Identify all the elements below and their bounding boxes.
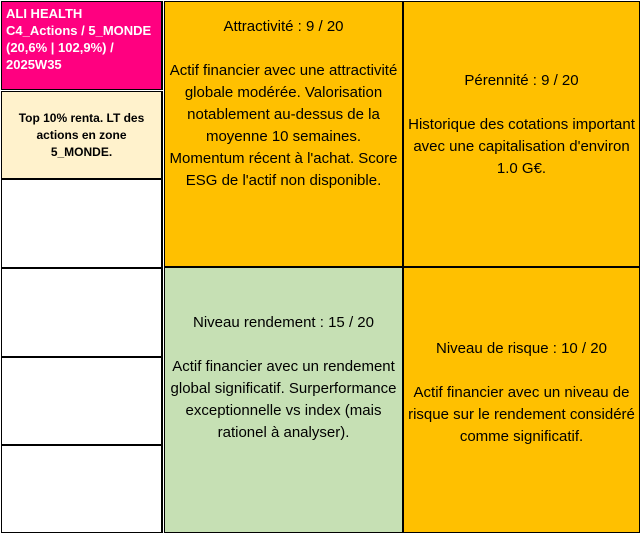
empty-cell bbox=[1, 357, 163, 445]
risque-title: Niveau de risque : 10 / 20 bbox=[436, 340, 607, 357]
risque-description: Actif financier avec un niveau de risque sur le rendement considéré comme significatif. bbox=[408, 384, 635, 445]
rendement-title: Niveau rendement : 15 / 20 bbox=[193, 314, 374, 331]
ranking-tag-cell bbox=[1, 91, 163, 179]
empty-cell bbox=[1, 445, 163, 533]
asset-name: ALI HEALTH bbox=[6, 6, 83, 21]
attractivite-title: Attractivité : 9 / 20 bbox=[223, 18, 344, 35]
rendement-panel bbox=[164, 267, 403, 533]
perennite-title: Pérennité : 9 / 20 bbox=[464, 72, 579, 89]
asset-week: 2025W35 bbox=[6, 57, 62, 72]
empty-cell bbox=[1, 268, 163, 357]
attractivite-panel bbox=[164, 1, 403, 267]
asset-category: C4_Actions / 5_MONDE bbox=[6, 23, 152, 38]
rendement-description: Actif financier avec un rendement global significatif. Surperformance exceptionnelle vs index (mais rationel à analyser). bbox=[170, 358, 397, 441]
perennite-description: Historique des cotations important avec une capitalisation d'environ 1.0 G€. bbox=[408, 116, 635, 177]
ranking-tag-text: Top 10% renta. LT des actions en zone 5_MONDE. bbox=[18, 110, 145, 159]
asset-identity-cell bbox=[1, 1, 163, 90]
perennite-panel bbox=[403, 1, 640, 267]
asset-performance: (20,6% | 102,9%) / bbox=[6, 40, 114, 55]
empty-cell bbox=[1, 179, 163, 268]
attractivite-description: Actif financier avec une attractivité globale modérée. Valorisation notablement au-dessus de la moyenne 10 semaines. Momentum récent à l'achat. Score ESG de l'actif non disponible. bbox=[169, 62, 398, 189]
risque-panel bbox=[403, 267, 640, 533]
